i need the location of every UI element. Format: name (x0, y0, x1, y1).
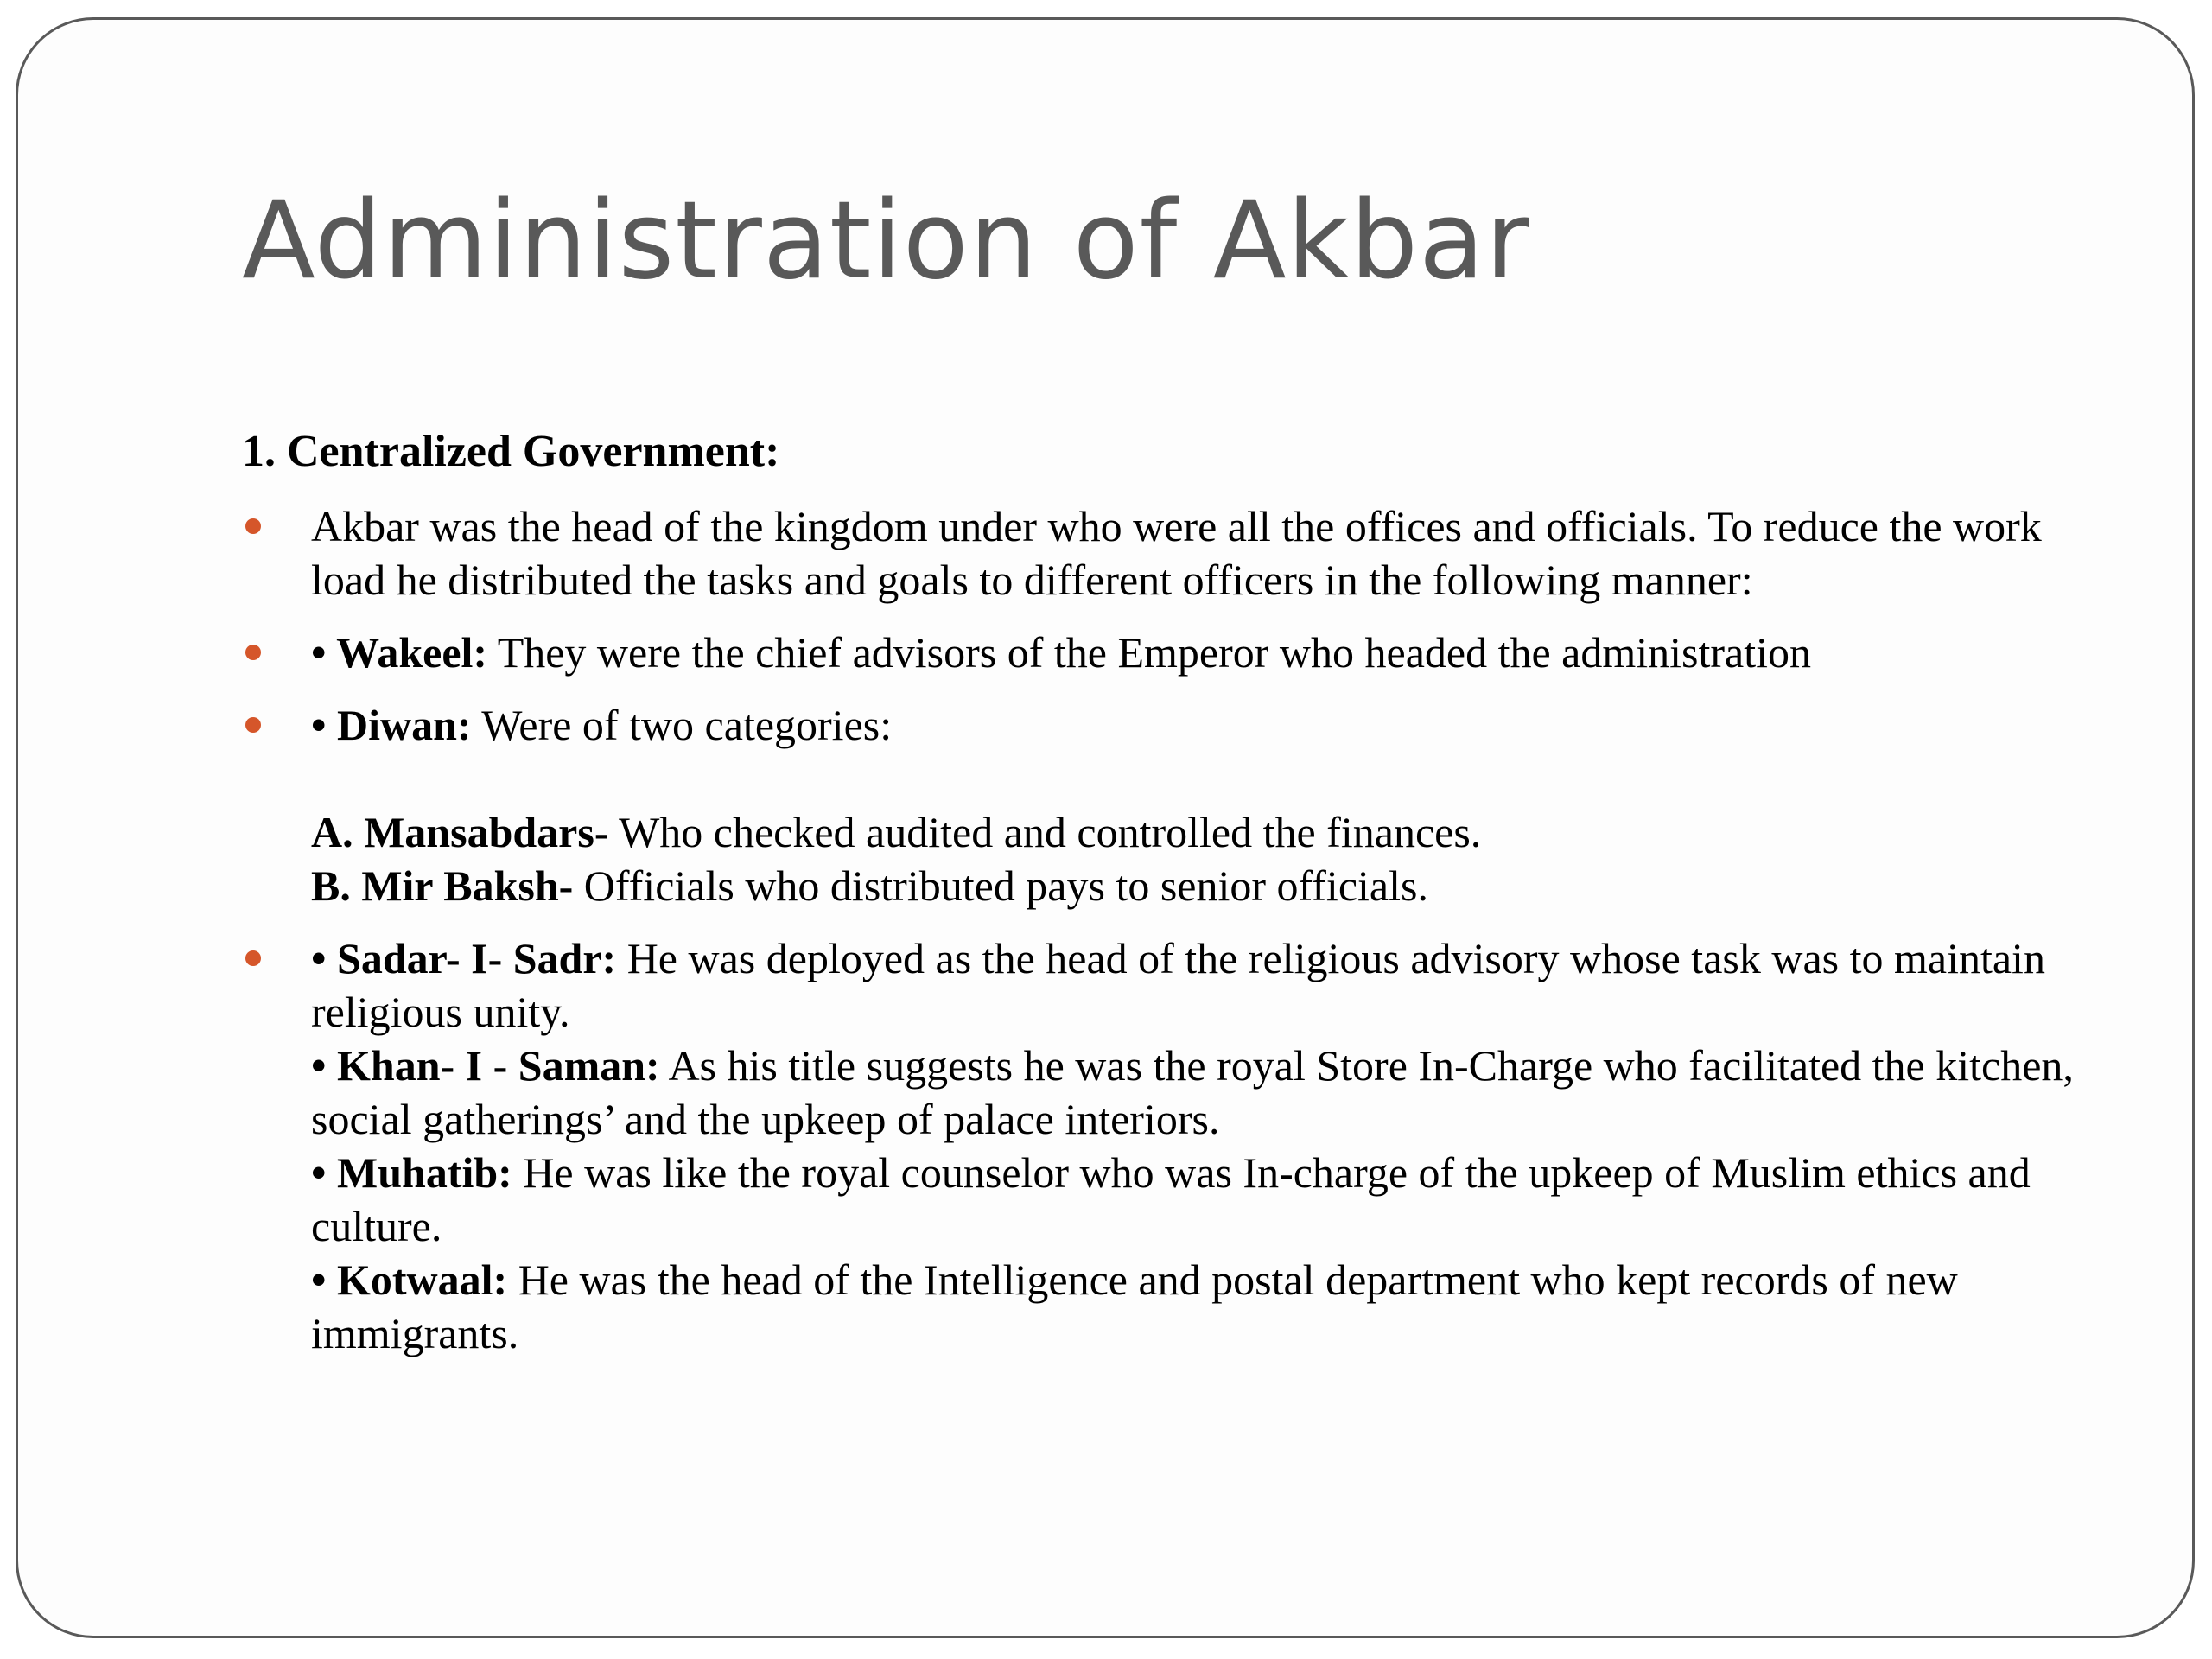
bullet-wakeel (242, 626, 2108, 679)
bullet-dot-icon (245, 645, 261, 660)
term-description: They were the chief advisors of the Emperor who headed the administration (497, 628, 1811, 677)
sub-term-description: Officials who distributed pays to senior officials. (583, 861, 1428, 910)
term-description: He was the head of the Intelligence and postal department who kept records of new immigrants. (311, 1255, 1958, 1357)
slide-content (242, 423, 2108, 1379)
entry-muhatib (311, 1146, 2108, 1253)
entry-khan-saman (311, 1039, 2108, 1146)
bullet-diwan (242, 698, 2108, 912)
bullet-dot-icon (245, 518, 261, 534)
term-description: He was deployed as the head of the religious advisory whose task was to maintain religious unity. (311, 934, 2045, 1036)
term-description: As his title suggests he was the royal Store In-Charge who facilitated the kitchen, social gatherings’ and the upkeep of palace interiors. (311, 1041, 2074, 1143)
term-label: • Muhatib: (311, 1148, 512, 1197)
section-heading: 1. Centralized Government: (242, 427, 780, 476)
bullet-text: Akbar was the head of the kingdom under who were all the offices and officials. To reduce the work load he distributed the tasks and goals to different officers in the following manner: (311, 502, 2042, 604)
entry-kotwaal (311, 1253, 2108, 1360)
term-label: • Diwan: (311, 701, 472, 749)
term-description: Were of two categories: (481, 701, 893, 749)
entry-sadar (311, 931, 2108, 1039)
bullet-dot-icon (245, 717, 261, 733)
sub-term-label: A. Mansabdars- (311, 808, 609, 856)
bullet-intro (242, 499, 2108, 607)
term-label: • Kotwaal: (311, 1255, 508, 1304)
spacer (311, 752, 2108, 805)
slide-title: Administration of Akbar (242, 179, 1531, 303)
sub-item-mir-baksh (311, 859, 2108, 912)
bullet-officers (242, 931, 2108, 1360)
term-label: • Khan- I - Saman: (311, 1041, 660, 1090)
term-description: He was like the royal counselor who was In-charge of the upkeep of Muslim ethics and culture. (311, 1148, 2031, 1250)
term-label: • Sadar- I- Sadr: (311, 934, 617, 982)
diwan-line (311, 698, 2108, 752)
sub-term-description: Who checked audited and controlled the finances. (619, 808, 1482, 856)
term-label: • Wakeel: (311, 628, 488, 677)
sub-item-mansabdars (311, 805, 2108, 859)
bullet-dot-icon (245, 950, 261, 966)
sub-term-label: B. Mir Baksh- (311, 861, 574, 910)
